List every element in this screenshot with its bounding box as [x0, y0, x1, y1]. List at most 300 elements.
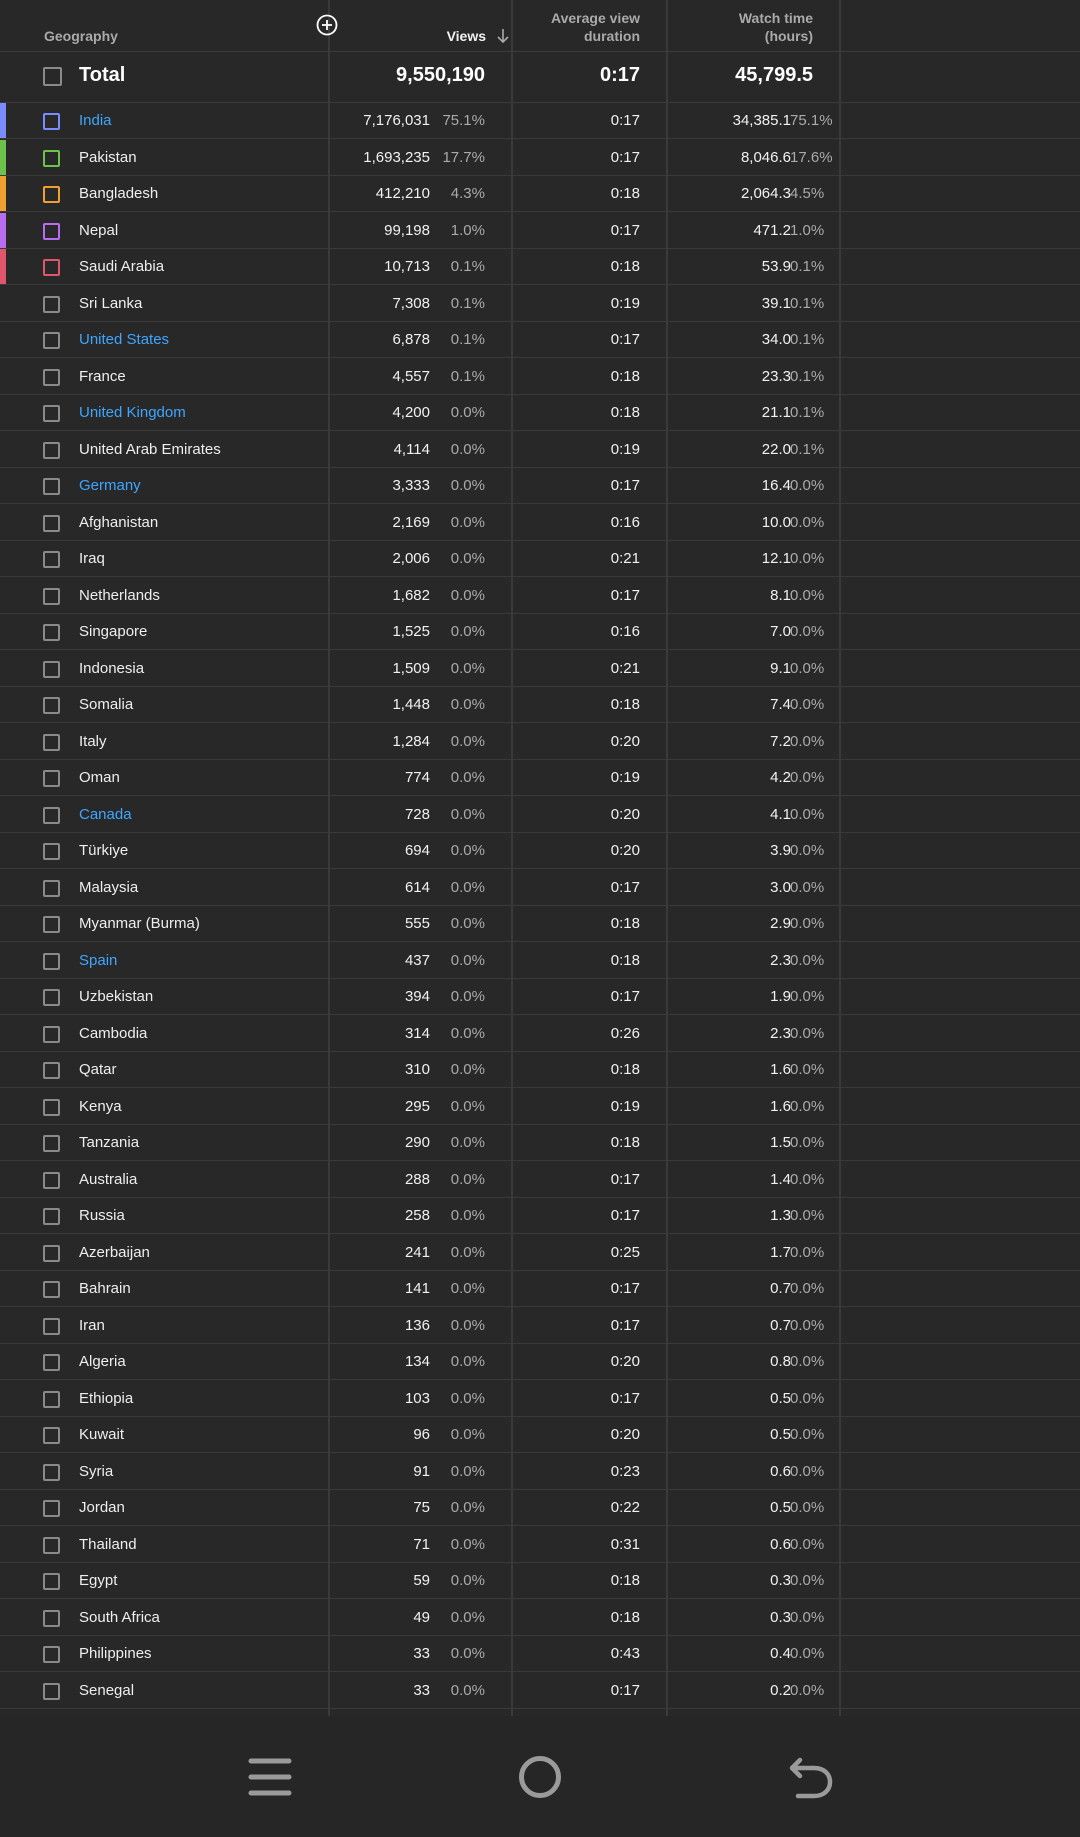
watch-time-value: 3.9 [770, 842, 791, 859]
watch-time-value: 1.6 [770, 1061, 791, 1078]
table-row [0, 140, 1080, 176]
country-name: Bahrain [79, 1280, 131, 1297]
country-name: United Arab Emirates [79, 440, 221, 458]
average-view-duration-value: 0:31 [610, 1535, 640, 1553]
views-percent: 0.0% [450, 1572, 485, 1589]
views-value: 71 [413, 1535, 430, 1553]
views-value: 258 [404, 1207, 430, 1224]
row-checkbox[interactable] [43, 1537, 60, 1554]
table-row [0, 213, 1080, 249]
column-header-views[interactable] [380, 27, 510, 45]
row-checkbox[interactable] [43, 953, 60, 970]
row-checkbox[interactable] [43, 1354, 60, 1371]
views-value: 33 [413, 1681, 430, 1699]
country-name: Saudi Arabia [79, 258, 165, 275]
watch-time-value: 0.6 [770, 1462, 791, 1480]
views-value: 134 [404, 1353, 430, 1370]
watch-time-percent: 0.0% [790, 1608, 825, 1626]
row-checkbox[interactable] [43, 405, 60, 422]
views-percent: 0.0% [450, 1061, 485, 1078]
table-row [0, 322, 1080, 358]
views-value: 2,006 [392, 550, 430, 567]
views-percent: 0.0% [450, 988, 485, 1005]
views-percent: 75.1% [442, 112, 485, 129]
column-header-views-label: Views [446, 28, 486, 44]
add-column-icon[interactable] [316, 14, 338, 36]
watch-time-percent: 0.1% [790, 440, 825, 458]
average-view-duration-value: 0:18 [610, 696, 640, 713]
watch-time-value: 1.3 [770, 1207, 791, 1224]
watch-time-percent: 4.5% [790, 185, 825, 202]
country-name: Singapore [79, 623, 148, 640]
table-row [0, 432, 1080, 468]
average-view-duration-value: 0:17 [610, 878, 640, 896]
views-value: 4,200 [392, 404, 430, 421]
table-row [0, 1089, 1080, 1125]
watch-time-value: 0.3 [770, 1572, 791, 1589]
country-name[interactable]: India [79, 112, 112, 129]
table-row [0, 1600, 1080, 1636]
views-value: 437 [404, 951, 430, 969]
average-view-duration-value: 0:17 [610, 1207, 640, 1224]
views-percent: 0.0% [450, 1426, 485, 1443]
row-checkbox[interactable] [43, 186, 60, 203]
average-view-duration-value: 0:17 [610, 1280, 640, 1297]
country-name[interactable]: United States [79, 331, 170, 348]
row-checkbox[interactable] [43, 807, 60, 824]
watch-time-percent: 0.0% [790, 1061, 825, 1078]
watch-time-value: 34,385.1 [732, 112, 791, 129]
row-divider [0, 1708, 1080, 1709]
average-view-duration-value: 0:21 [610, 659, 640, 677]
views-percent: 0.0% [450, 769, 485, 786]
views-value: 412,210 [375, 185, 430, 202]
total-checkbox[interactable] [43, 67, 62, 86]
table-row [0, 1381, 1080, 1417]
watch-time-percent: 0.0% [790, 1462, 825, 1480]
country-name: Qatar [79, 1061, 117, 1078]
average-view-duration-value: 0:17 [610, 477, 640, 494]
table-row [0, 870, 1080, 906]
watch-time-value: 7.0 [770, 623, 791, 640]
average-view-duration-value: 0:26 [610, 1024, 640, 1042]
watch-time-percent: 0.0% [790, 586, 825, 604]
table-row [0, 578, 1080, 614]
country-name: Cambodia [79, 1024, 148, 1042]
watch-time-percent: 1.0% [790, 221, 825, 239]
home-icon[interactable] [515, 1752, 565, 1802]
recents-icon[interactable] [245, 1752, 295, 1802]
views-percent: 0.0% [450, 586, 485, 604]
country-name: Iraq [79, 550, 105, 567]
row-checkbox[interactable] [43, 478, 60, 495]
average-view-duration-value: 0:17 [610, 331, 640, 348]
average-view-duration-value: 0:17 [610, 112, 640, 129]
watch-time-value: 2.3 [770, 1024, 791, 1042]
country-name: Netherlands [79, 586, 160, 604]
watch-time-value: 3.0 [770, 878, 791, 896]
average-view-duration-value: 0:18 [610, 1608, 640, 1626]
watch-time-percent: 0.0% [790, 477, 825, 494]
views-value: 694 [404, 842, 430, 859]
watch-time-value: 2.3 [770, 951, 791, 969]
watch-time-value: 1.4 [770, 1170, 791, 1188]
row-checkbox[interactable] [43, 1683, 60, 1700]
average-view-duration-value: 0:20 [610, 1426, 640, 1443]
watch-time-percent: 0.0% [790, 1353, 825, 1370]
views-percent: 0.1% [450, 258, 485, 275]
row-checkbox[interactable] [43, 989, 60, 1006]
watch-time-percent: 0.1% [790, 367, 825, 385]
watch-time-value: 7.4 [770, 696, 791, 713]
watch-time-percent: 0.0% [790, 1024, 825, 1042]
watch-time-percent: 0.1% [790, 331, 825, 348]
row-checkbox[interactable] [43, 1427, 60, 1444]
country-name: Myanmar (Burma) [79, 915, 200, 932]
column-header-watch-time[interactable]: Watch time (hours) [738, 10, 813, 44]
views-percent: 0.0% [450, 1170, 485, 1188]
android-navigation-bar [0, 1716, 1080, 1837]
watch-time-percent: 0.0% [790, 1134, 825, 1151]
table-row [0, 505, 1080, 541]
views-percent: 0.0% [450, 1134, 485, 1151]
row-checkbox[interactable] [43, 1245, 60, 1262]
row-checkbox[interactable] [43, 661, 60, 678]
average-view-duration-value: 0:43 [610, 1645, 640, 1662]
row-checkbox[interactable] [43, 1646, 60, 1663]
watch-time-percent: 0.0% [790, 1316, 825, 1334]
views-value: 2,169 [392, 513, 430, 531]
average-view-duration-value: 0:23 [610, 1462, 640, 1480]
views-percent: 0.0% [450, 477, 485, 494]
country-name: Afghanistan [79, 513, 159, 531]
watch-time-percent: 0.0% [790, 1207, 825, 1224]
row-checkbox[interactable] [43, 332, 60, 349]
views-percent: 0.0% [450, 732, 485, 750]
views-value: 614 [404, 878, 430, 896]
country-name: Somalia [79, 696, 134, 713]
country-name: Nepal [79, 221, 119, 239]
total-views: 9,550,190 [396, 64, 485, 86]
table-row [0, 1052, 1080, 1088]
row-checkbox[interactable] [43, 113, 60, 130]
average-view-duration-value: 0:18 [610, 951, 640, 969]
views-percent: 17.7% [442, 148, 485, 166]
average-view-duration-value: 0:18 [610, 915, 640, 932]
watch-time-value: 23.3 [761, 367, 791, 385]
watch-time-value: 9.1 [770, 659, 791, 677]
views-percent: 4.3% [450, 185, 485, 202]
views-value: 290 [404, 1134, 430, 1151]
views-percent: 0.0% [450, 513, 485, 531]
country-name: Italy [79, 732, 107, 750]
average-view-duration-value: 0:20 [610, 732, 640, 750]
watch-time-percent: 0.0% [790, 732, 825, 750]
series-color-bar [0, 249, 6, 285]
row-checkbox[interactable] [43, 1573, 60, 1590]
table-row [0, 1563, 1080, 1599]
watch-time-value: 7.2 [770, 732, 791, 750]
watch-time-percent: 0.0% [790, 915, 825, 932]
table-row [0, 833, 1080, 869]
row-checkbox[interactable] [43, 551, 60, 568]
watch-time-value: 53.9 [761, 258, 791, 275]
country-name: Kenya [79, 1097, 122, 1115]
row-checkbox[interactable] [43, 1026, 60, 1043]
row-checkbox[interactable] [43, 1281, 60, 1298]
views-value: 1,448 [392, 696, 430, 713]
watch-time-value: 0.5 [770, 1499, 791, 1516]
row-checkbox[interactable] [43, 259, 60, 276]
back-icon[interactable] [786, 1752, 836, 1802]
average-view-duration-value: 0:19 [610, 1097, 640, 1115]
watch-time-percent: 0.0% [790, 1499, 825, 1516]
row-checkbox[interactable] [43, 734, 60, 751]
watch-time-value: 1.7 [770, 1243, 791, 1261]
country-name: Thailand [79, 1535, 137, 1553]
row-checkbox[interactable] [43, 1318, 60, 1335]
row-checkbox[interactable] [43, 296, 60, 313]
views-value: 103 [404, 1389, 430, 1407]
table-row [0, 906, 1080, 942]
watch-time-percent: 0.0% [790, 550, 825, 567]
total-row [0, 52, 1080, 103]
views-percent: 0.0% [450, 1681, 485, 1699]
row-checkbox[interactable] [43, 1464, 60, 1481]
table-row [0, 541, 1080, 577]
column-header-geography[interactable]: Geography [44, 28, 118, 44]
watch-time-percent: 0.1% [790, 294, 825, 312]
views-value: 7,308 [392, 294, 430, 312]
views-percent: 0.0% [450, 623, 485, 640]
watch-time-percent: 0.0% [790, 696, 825, 713]
country-name[interactable]: Canada [79, 805, 132, 823]
row-checkbox[interactable] [43, 1610, 60, 1627]
country-name: Australia [79, 1170, 138, 1188]
views-percent: 0.0% [450, 1389, 485, 1407]
views-value: 33 [413, 1645, 430, 1662]
watch-time-percent: 0.1% [790, 258, 825, 275]
views-percent: 0.0% [450, 1535, 485, 1553]
total-watch-time: 45,799.5 [735, 64, 813, 86]
views-percent: 0.1% [450, 331, 485, 348]
table-row [0, 1162, 1080, 1198]
watch-time-value: 0.7 [770, 1316, 791, 1334]
table-row [0, 1527, 1080, 1563]
watch-time-value: 2.9 [770, 915, 791, 932]
views-value: 310 [404, 1061, 430, 1078]
watch-time-percent: 0.0% [790, 1097, 825, 1115]
views-value: 141 [404, 1280, 430, 1297]
views-value: 59 [413, 1572, 430, 1589]
watch-time-value: 1.9 [770, 988, 791, 1005]
views-value: 4,557 [392, 367, 430, 385]
country-name[interactable]: Spain [79, 951, 118, 969]
average-view-duration-value: 0:17 [610, 1316, 640, 1334]
watch-time-value: 4.2 [770, 769, 791, 786]
row-checkbox[interactable] [43, 369, 60, 386]
country-name[interactable]: United Kingdom [79, 404, 186, 421]
watch-time-percent: 0.0% [790, 623, 825, 640]
views-value: 1,693,235 [363, 148, 430, 166]
row-checkbox[interactable] [43, 1500, 60, 1517]
average-view-duration-value: 0:17 [610, 1170, 640, 1188]
average-view-duration-value: 0:18 [610, 404, 640, 421]
views-percent: 0.0% [450, 805, 485, 823]
watch-time-percent: 0.1% [790, 404, 825, 421]
watch-time-value: 0.6 [770, 1535, 791, 1553]
average-view-duration-value: 0:22 [610, 1499, 640, 1516]
average-view-duration-value: 0:17 [610, 586, 640, 604]
country-name: Jordan [79, 1499, 125, 1516]
watch-time-value: 0.7 [770, 1280, 791, 1297]
views-percent: 0.0% [450, 878, 485, 896]
country-name: Oman [79, 769, 120, 786]
row-checkbox[interactable] [43, 1391, 60, 1408]
views-percent: 0.0% [450, 1608, 485, 1626]
series-color-bar [0, 140, 6, 176]
row-checkbox[interactable] [43, 1062, 60, 1079]
watch-time-value: 0.5 [770, 1426, 791, 1443]
watch-time-percent: 0.0% [790, 1389, 825, 1407]
row-checkbox[interactable] [43, 515, 60, 532]
row-checkbox[interactable] [43, 770, 60, 787]
views-percent: 0.1% [450, 367, 485, 385]
average-view-duration-value: 0:20 [610, 1353, 640, 1370]
table-row [0, 1125, 1080, 1161]
views-percent: 0.0% [450, 659, 485, 677]
average-view-duration-value: 0:18 [610, 258, 640, 275]
watch-time-percent: 0.0% [790, 769, 825, 786]
column-header-average-view-duration[interactable]: Average view duration [551, 10, 640, 44]
views-value: 241 [404, 1243, 430, 1261]
total-label: Total [79, 64, 126, 86]
watch-time-value: 4.1 [770, 805, 791, 823]
watch-time-value: 10.0 [761, 513, 791, 531]
watch-time-percent: 0.0% [790, 659, 825, 677]
row-checkbox[interactable] [43, 916, 60, 933]
series-color-bar [0, 213, 6, 249]
views-percent: 0.0% [450, 1353, 485, 1370]
table-row [0, 395, 1080, 431]
watch-time-value: 0.8 [770, 1353, 791, 1370]
country-name: Kuwait [79, 1426, 125, 1443]
country-name: Iran [79, 1316, 105, 1334]
views-percent: 0.0% [450, 440, 485, 458]
row-checkbox[interactable] [43, 223, 60, 240]
watch-time-percent: 0.0% [790, 805, 825, 823]
watch-time-value: 471.2 [753, 221, 791, 239]
views-value: 75 [413, 1499, 430, 1516]
views-value: 4,114 [393, 440, 430, 458]
table-row [0, 724, 1080, 760]
views-value: 10,713 [384, 258, 430, 275]
row-checkbox[interactable] [43, 624, 60, 641]
views-percent: 0.0% [450, 1462, 485, 1480]
table-row [0, 1344, 1080, 1380]
table-row [0, 1673, 1080, 1709]
country-name: Senegal [79, 1681, 135, 1699]
country-name: Türkiye [79, 842, 129, 859]
watch-time-value: 8,046.6 [740, 148, 791, 166]
table-row [0, 797, 1080, 833]
views-value: 3,333 [392, 477, 430, 494]
views-value: 728 [404, 805, 430, 823]
watch-time-value: 0.4 [770, 1645, 791, 1662]
country-name: Sri Lanka [79, 294, 143, 312]
country-name: Azerbaijan [79, 1243, 150, 1261]
country-name: Indonesia [79, 659, 145, 677]
views-percent: 0.0% [450, 404, 485, 421]
row-checkbox[interactable] [43, 880, 60, 897]
table-row [0, 1198, 1080, 1234]
row-checkbox[interactable] [43, 843, 60, 860]
country-name: Syria [79, 1462, 114, 1480]
average-view-duration-value: 0:18 [610, 367, 640, 385]
views-percent: 0.0% [450, 842, 485, 859]
table-row [0, 687, 1080, 723]
row-checkbox[interactable] [43, 1099, 60, 1116]
table-row [0, 286, 1080, 322]
average-view-duration-value: 0:17 [610, 221, 640, 239]
watch-time-value: 0.5 [770, 1389, 791, 1407]
country-name: South Africa [79, 1608, 160, 1626]
row-checkbox[interactable] [43, 1208, 60, 1225]
country-name: Philippines [79, 1645, 152, 1662]
sort-descending-icon [496, 28, 510, 44]
row-checkbox[interactable] [43, 588, 60, 605]
watch-time-value: 1.5 [770, 1134, 791, 1151]
row-checkbox[interactable] [43, 442, 60, 459]
row-checkbox[interactable] [43, 1135, 60, 1152]
views-value: 91 [413, 1462, 430, 1480]
country-name: Russia [79, 1207, 125, 1224]
table-row [0, 1308, 1080, 1344]
views-percent: 0.0% [450, 1316, 485, 1334]
watch-time-value: 0.2 [770, 1681, 791, 1699]
average-view-duration-value: 0:16 [610, 623, 640, 640]
row-checkbox[interactable] [43, 1172, 60, 1189]
table-row [0, 614, 1080, 650]
views-value: 1,525 [392, 623, 430, 640]
table-row [0, 979, 1080, 1015]
table-row [0, 1636, 1080, 1672]
average-view-duration-value: 0:16 [610, 513, 640, 531]
average-view-duration-value: 0:18 [610, 1134, 640, 1151]
average-view-duration-value: 0:18 [610, 185, 640, 202]
series-color-bar [0, 103, 6, 139]
views-value: 555 [404, 915, 430, 932]
table-row [0, 249, 1080, 285]
row-checkbox[interactable] [43, 697, 60, 714]
average-view-duration-value: 0:18 [610, 1061, 640, 1078]
average-view-duration-value: 0:17 [610, 148, 640, 166]
row-checkbox[interactable] [43, 150, 60, 167]
watch-time-value: 34.0 [761, 331, 791, 348]
watch-time-value: 1.6 [770, 1097, 791, 1115]
country-name[interactable]: Germany [79, 477, 141, 494]
average-view-duration-value: 0:20 [610, 805, 640, 823]
views-value: 394 [404, 988, 430, 1005]
average-view-duration-value: 0:17 [610, 988, 640, 1005]
views-percent: 0.1% [450, 294, 485, 312]
watch-time-percent: 0.0% [790, 513, 825, 531]
table-row [0, 1016, 1080, 1052]
views-value: 314 [404, 1024, 430, 1042]
country-name: France [79, 367, 126, 385]
watch-time-value: 2,064.3 [740, 185, 791, 202]
views-value: 6,878 [392, 331, 430, 348]
